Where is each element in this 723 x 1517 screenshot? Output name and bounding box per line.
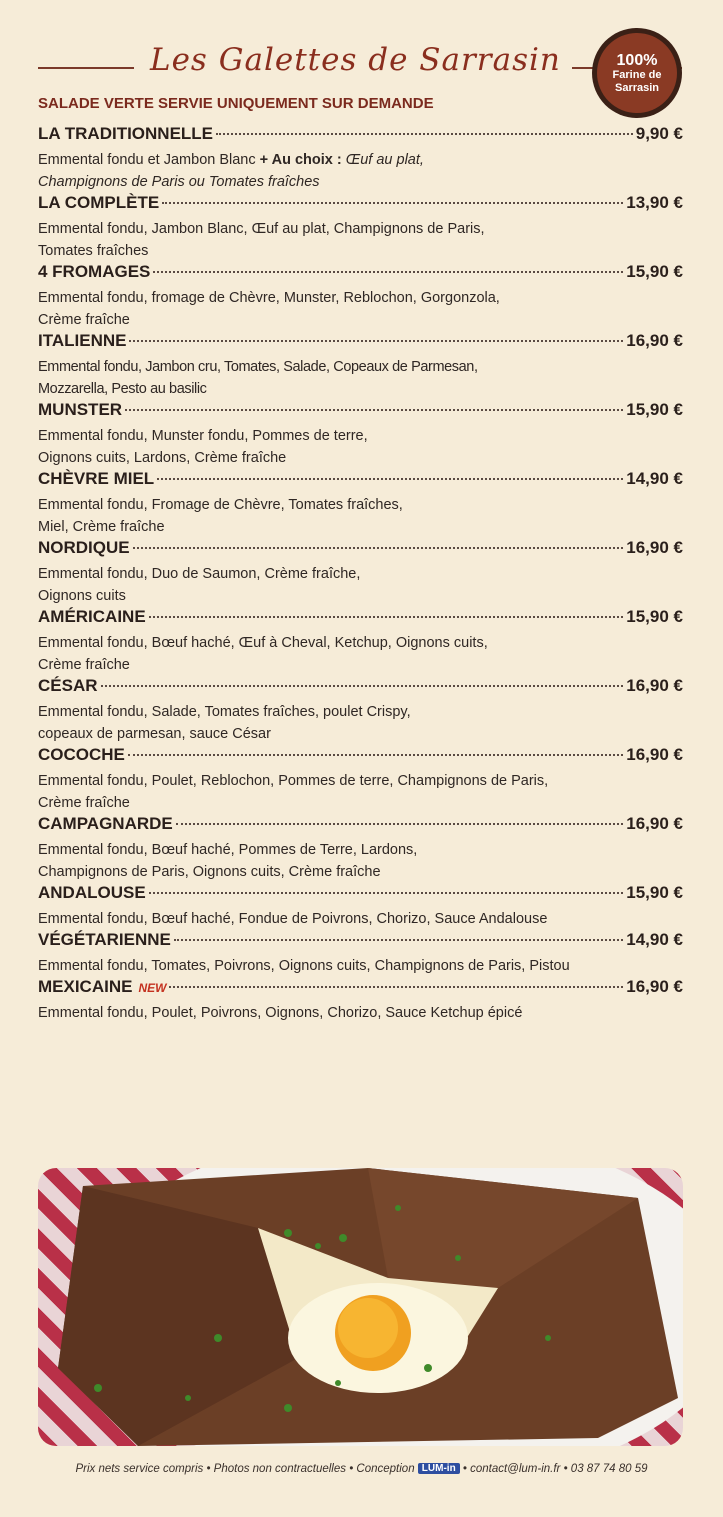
new-badge: NEW: [138, 981, 167, 995]
leader-dots: [216, 133, 633, 135]
item-name: ANDALOUSE: [38, 883, 146, 902]
leader-dots: [169, 986, 623, 988]
footer-left: Prix nets service compris • Photos non contractuelles • Conception: [75, 1463, 418, 1475]
leader-dots: [157, 478, 623, 480]
leader-dots: [174, 939, 623, 941]
leader-dots: [101, 685, 624, 687]
menu-item: [38, 977, 683, 1024]
menu-item: [38, 745, 683, 814]
item-name: ITALIENNE: [38, 331, 127, 350]
galette-illustration: [38, 1168, 683, 1446]
item-description: Emmental fondu, Tomates, Poivrons, Oignons cuits, Champignons de Paris, Pistou: [38, 958, 570, 974]
menu-item: [38, 538, 683, 607]
item-price: 16,90 €: [626, 745, 683, 764]
item-price: 16,90 €: [626, 676, 683, 695]
galette-menu-list: [38, 124, 683, 1024]
item-description: Emmental fondu, fromage de Chèvre, Munster, Reblochon, Gorgonzola, Crème fraîche: [38, 290, 500, 328]
item-description: Emmental fondu, Bœuf haché, Fondue de Poivrons, Chorizo, Sauce Andalouse: [38, 911, 548, 927]
menu-header: [0, 0, 723, 120]
item-price: 16,90 €: [626, 814, 683, 833]
item-price: 16,90 €: [626, 331, 683, 350]
item-name: VÉGÉTARIENNE: [38, 930, 171, 949]
item-price: 15,90 €: [626, 883, 683, 902]
item-description: Emmental fondu, Jambon cru, Tomates, Salade, Copeaux de Parmesan, Mozzarella, Pesto au basilic: [38, 359, 478, 397]
item-price: 9,90 €: [635, 124, 683, 143]
item-description: Emmental fondu, Fromage de Chèvre, Tomates fraîches, Miel, Crème fraîche: [38, 497, 403, 535]
item-name: 4 FROMAGES: [38, 262, 151, 281]
leader-dots: [133, 547, 624, 549]
item-price: 16,90 €: [626, 538, 683, 557]
leader-dots: [149, 892, 624, 894]
footer-right: • contact@lum-in.fr • 03 87 74 80 59: [459, 1463, 648, 1475]
leader-dots: [176, 823, 624, 825]
menu-item: [38, 400, 683, 469]
item-description: Emmental fondu, Poulet, Reblochon, Pommes de terre, Champignons de Paris, Crème fraîche: [38, 773, 549, 811]
item-price: 13,90 €: [626, 193, 683, 212]
leader-dots: [129, 340, 623, 342]
salad-notice: SALADE VERTE SERVIE UNIQUEMENT SUR DEMANDE: [38, 95, 434, 112]
item-name: COCOCHE: [38, 745, 125, 764]
page-title: Les Galettes de Sarrasin: [150, 42, 561, 78]
menu-item: [38, 124, 683, 193]
item-description: Emmental fondu, Poulet, Poivrons, Oignons, Chorizo, Sauce Ketchup épicé: [38, 1005, 523, 1021]
item-name: MEXICAINE: [38, 977, 133, 996]
menu-item: [38, 193, 683, 262]
item-description: Emmental fondu et Jambon Blanc + Au choix : Œuf au plat, Champignons de Paris ou Tomates fraîches: [38, 152, 424, 190]
leader-dots: [125, 409, 623, 411]
item-price: 15,90 €: [626, 607, 683, 626]
title-rule-left: [38, 67, 134, 69]
item-price: 15,90 €: [626, 400, 683, 419]
item-description: Emmental fondu, Salade, Tomates fraîches, poulet Crispy, copeaux de parmesan, sauce César: [38, 704, 411, 742]
leader-dots: [153, 271, 623, 273]
item-description: Emmental fondu, Bœuf haché, Œuf à Cheval, Ketchup, Oignons cuits, Crème fraîche: [38, 635, 488, 673]
menu-item: [38, 930, 683, 977]
item-price: 14,90 €: [626, 469, 683, 488]
item-price: 14,90 €: [626, 930, 683, 949]
menu-item: [38, 331, 683, 400]
leader-dots: [128, 754, 623, 756]
item-price: 16,90 €: [626, 977, 683, 996]
item-name: LA TRADITIONNELLE: [38, 124, 214, 143]
badge-percent: 100%: [616, 51, 658, 69]
item-name: MUNSTER: [38, 400, 123, 419]
item-description: Emmental fondu, Jambon Blanc, Œuf au plat, Champignons de Paris, Tomates fraîches: [38, 221, 485, 259]
leader-dots: [162, 202, 623, 204]
lumin-logo: LUM-in: [418, 1463, 460, 1474]
menu-item: [38, 469, 683, 538]
item-description: Emmental fondu, Bœuf haché, Pommes de Terre, Lardons, Champignons de Paris, Oignons cuits, Crème fraîche: [38, 842, 418, 880]
item-description: Emmental fondu, Duo de Saumon, Crème fraîche, Oignons cuits: [38, 566, 361, 604]
menu-item: [38, 607, 683, 676]
item-name: CÉSAR: [38, 676, 98, 695]
item-price: 15,90 €: [626, 262, 683, 281]
leader-dots: [149, 616, 624, 618]
badge-text-1: Farine de: [612, 68, 662, 81]
menu-item: [38, 676, 683, 745]
item-description: Emmental fondu, Munster fondu, Pommes de terre, Oignons cuits, Lardons, Crème fraîche: [38, 428, 368, 466]
badge-text-2: Sarrasin: [614, 81, 660, 94]
item-name: NORDIQUE: [38, 538, 130, 557]
item-name: CHÈVRE MIEL: [38, 469, 155, 488]
menu-item: [38, 883, 683, 930]
buckwheat-badge: [592, 28, 682, 118]
footer-credits: [0, 1463, 723, 1475]
menu-item: [38, 814, 683, 883]
galette-photo: [38, 1168, 683, 1446]
item-name: LA COMPLÈTE: [38, 193, 160, 212]
item-name: AMÉRICAINE: [38, 607, 146, 626]
item-name: CAMPAGNARDE: [38, 814, 173, 833]
menu-item: [38, 262, 683, 331]
